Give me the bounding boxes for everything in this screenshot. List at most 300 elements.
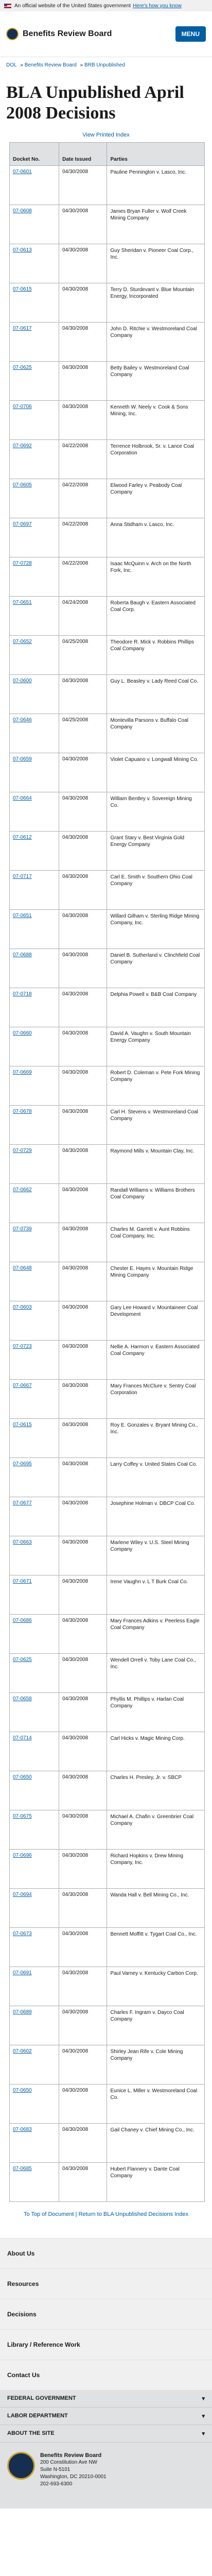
table-row [10,1184,205,1223]
table-row [10,166,205,205]
table-row [10,2006,205,2045]
docket-cell [10,1458,59,1497]
date-cell: 04/30/2008 [59,871,107,910]
parties-cell: Betty Bailey v. Westmoreland Coal Company [107,362,205,401]
footer-accordions [0,2390,212,2443]
docket-link[interactable]: 07-0697 [13,521,32,527]
docket-link[interactable]: 07-0603 [13,1304,32,1310]
docket-cell [10,1771,59,1810]
docket-cell [10,1066,59,1106]
accordion-labor[interactable] [0,2408,212,2425]
docket-cell [10,557,59,597]
parties-cell: Gary Lee Howard v. Mountaineer Coal Development [107,1301,205,1341]
date-cell: 04/30/2008 [59,166,107,205]
docket-link[interactable]: 07-0658 [13,1696,32,1702]
table-row [10,1928,205,1967]
table-row [10,1497,205,1536]
parties-cell: Shirley Jean Rife v. Cole Mining Company [107,2045,205,2084]
parties-cell: James Bryan Fuller v. Wolf Creek Mining Company [107,205,205,244]
date-cell: 04/30/2008 [59,323,107,362]
parties-cell: Terry D. Sturdevant v. Blue Mountain Energy, Incorporated [107,283,205,323]
docket-link[interactable]: 07-0605 [13,482,32,488]
gov-banner [0,0,212,11]
table-row [10,1301,205,1341]
parties-cell: Gail Chaney v. Chief Mining Co., Inc. [107,2124,205,2163]
parties-cell: Roberta Baugh v. Eastern Associated Coal Corp. [107,597,205,636]
table-row [10,323,205,362]
parties-cell: Michael A. Chafin v. Greenbrier Coal Company [107,1810,205,1850]
table-row [10,1732,205,1771]
table-row [10,1615,205,1654]
date-cell: 04/24/2008 [59,597,107,636]
parties-cell: Randall Williams v. Williams Brothers Coal Company [107,1184,205,1223]
docket-link[interactable]: 07-0651 [13,913,32,919]
docket-link[interactable]: 07-0646 [13,717,32,723]
docket-cell [10,1810,59,1850]
footer-nav-resources[interactable]: Resources [0,2268,212,2299]
breadcrumb-unpublished[interactable]: BRB Unpublished [84,62,125,68]
docket-cell [10,1262,59,1301]
bottom-link [21,2211,191,2217]
date-cell: 04/30/2008 [59,2006,107,2045]
docket-cell [10,871,59,910]
docket-cell [10,1027,59,1066]
table-row [10,362,205,401]
breadcrumb: DOL » Benefits Review Board » BRB Unpublished [6,62,125,68]
table-row [10,871,205,910]
date-cell: 04/30/2008 [59,1458,107,1497]
header-docket: Docket No. [10,143,59,166]
table-row [10,2124,205,2163]
date-cell: 04/30/2008 [59,1301,107,1341]
date-cell: 04/30/2008 [59,244,107,283]
table-row [10,1889,205,1928]
docket-cell [10,283,59,323]
table-row [10,636,205,675]
docket-cell [10,401,59,440]
dol-seal-icon [7,2452,35,2480]
parties-cell: Guy L. Beasley v. Lady Reed Coal Co. [107,675,205,714]
date-cell: 04/30/2008 [59,1184,107,1223]
docket-link[interactable]: 07-0650 [13,2088,32,2093]
docket-cell [10,1615,59,1654]
docket-link[interactable]: 07-0617 [13,326,32,331]
docket-cell [10,832,59,871]
contact-phone[interactable]: 202-693-6300 [40,2481,73,2487]
table-row [10,1341,205,1380]
docket-link[interactable]: 07-0685 [13,2166,32,2172]
docket-link[interactable]: 07-0717 [13,874,32,879]
date-cell: 04/22/2008 [59,440,107,479]
table-row [10,2163,205,2202]
parties-cell: Carl Hicks v. Magic Mining Corp. [107,1732,205,1771]
date-cell: 04/30/2008 [59,1262,107,1301]
chevron-down-icon: ▾ [202,2396,205,2402]
date-cell: 04/30/2008 [59,1575,107,1615]
docket-cell [10,1301,59,1341]
docket-link[interactable]: 07-0615 [13,1422,32,1428]
contact-line: 200 Constitution Ave NW [40,2460,97,2465]
date-cell: 04/30/2008 [59,1341,107,1380]
us-flag-icon [4,4,11,8]
table-row [10,792,205,832]
parties-cell: Montevilla Parsons v. Buffalo Coal Company [107,714,205,753]
accordion-federal-label: FEDERAL GOVERNMENT [7,2395,76,2401]
table-row [10,401,205,440]
docket-link[interactable]: 07-0718 [13,991,32,997]
table-row [10,518,205,557]
date-cell: 04/30/2008 [59,283,107,323]
docket-link[interactable]: 07-0689 [13,2009,32,2015]
docket-link[interactable]: 07-0664 [13,795,32,801]
docket-cell [10,949,59,988]
table-row [10,910,205,949]
docket-cell [10,1889,59,1928]
docket-link[interactable]: 07-0691 [13,1970,32,1976]
docket-link[interactable]: 07-0662 [13,1187,32,1193]
docket-link[interactable]: 07-0625 [13,365,32,370]
table-row [10,753,205,792]
chevron-down-icon: ▾ [202,2431,205,2437]
docket-link[interactable]: 07-0600 [13,678,32,684]
docket-cell [10,1575,59,1615]
docket-link[interactable]: 07-0651 [13,600,32,605]
docket-link[interactable]: 07-0729 [13,1148,32,1154]
date-cell: 04/22/2008 [59,557,107,597]
accordion-labor-label: LABOR DEPARTMENT [7,2413,68,2419]
docket-link[interactable]: 07-0650 [13,1774,32,1780]
accordion-federal[interactable] [0,2390,212,2408]
parties-cell: Paul Varney v. Kentucky Carbon Corp. [107,1967,205,2006]
parties-cell: Elwood Farley v. Peabody Coal Company [107,479,205,518]
docket-cell [10,1223,59,1262]
docket-link[interactable]: 07-0613 [13,247,32,253]
docket-link[interactable]: 07-0615 [13,286,32,292]
date-cell: 04/30/2008 [59,1889,107,1928]
table-row [10,1536,205,1575]
docket-cell [10,2006,59,2045]
docket-link[interactable]: 07-0714 [13,1735,32,1741]
parties-cell: Pauline Pennington v. Lasco, Inc. [107,166,205,205]
docket-cell [10,440,59,479]
parties-cell: Anna Stidham v. Lasco, Inc. [107,518,205,557]
parties-cell: Kenneth W. Neely v. Cook & Sons Mining, Inc. [107,401,205,440]
docket-link[interactable]: 07-0688 [13,952,32,958]
table-row [10,205,205,244]
table-header-row [10,143,205,166]
docket-cell [10,1145,59,1184]
parties-cell: Terrence Holbrook, Sr. v. Lance Coal Corporation [107,440,205,479]
docket-cell [10,1693,59,1732]
docket-cell [10,205,59,244]
parties-cell: Charles H. Presley, Jr. v. SBCP [107,1771,205,1810]
docket-link[interactable]: 07-0686 [13,1618,32,1623]
docket-cell [10,753,59,792]
docket-cell [10,1380,59,1419]
parties-cell: Hubert Flannery v. Dante Coal Company [107,2163,205,2202]
docket-link[interactable]: 07-0728 [13,561,32,566]
gov-banner-text: An official website of the United States government [14,3,131,9]
docket-link[interactable]: 07-0692 [13,443,32,449]
date-cell: 04/30/2008 [59,2084,107,2124]
parties-cell: Larry Coffey v. United States Coal Co. [107,1458,205,1497]
table-row [10,283,205,323]
date-cell: 04/25/2008 [59,714,107,753]
docket-link[interactable]: 07-0696 [13,1853,32,1858]
docket-cell [10,1654,59,1693]
table-row [10,1693,205,1732]
date-cell: 04/30/2008 [59,1066,107,1106]
docket-link[interactable]: 07-0659 [13,756,32,762]
table-row [10,949,205,988]
table-row [10,440,205,479]
table-row [10,1223,205,1262]
docket-cell [10,1928,59,1967]
docket-cell [10,2163,59,2202]
table-row [10,832,205,871]
site-header [0,11,212,57]
parties-cell: Phyllis M. Phillips v. Harlan Coal Company [107,1693,205,1732]
breadcrumb-dol[interactable]: DOL [6,62,17,68]
date-cell: 04/30/2008 [59,1027,107,1066]
docket-cell [10,323,59,362]
docket-link[interactable]: 07-0675 [13,1814,32,1819]
table-row [10,1066,205,1106]
accordion-about[interactable] [0,2425,212,2443]
docket-link[interactable]: 07-0673 [13,1931,32,1937]
docket-cell [10,1341,59,1380]
table-row [10,1106,205,1145]
parties-cell: Charles F. Ingram v. Dayco Coal Company [107,2006,205,2045]
table-row [10,1771,205,1810]
parties-cell: Grant Stary v. Best Virginia Gold Energy Company [107,832,205,871]
docket-link[interactable]: 07-0669 [13,1070,32,1075]
docket-link[interactable]: 07-0602 [13,2048,32,2054]
date-cell: 04/30/2008 [59,1106,107,1145]
docket-cell [10,244,59,283]
table-row [10,1380,205,1419]
date-cell: 04/30/2008 [59,988,107,1027]
date-cell: 04/30/2008 [59,1497,107,1536]
docket-cell [10,1536,59,1575]
date-cell: 04/30/2008 [59,205,107,244]
date-cell: 04/22/2008 [59,518,107,557]
parties-cell: Mary Frances McClure v. Sentry Coal Corporation [107,1380,205,1419]
docket-cell [10,479,59,518]
contact-info [40,2452,107,2488]
parties-cell: Violet Capuano v. Longwall Mining Co. [107,753,205,792]
table-row [10,1458,205,1497]
docket-link[interactable]: 07-0706 [13,404,32,410]
docket-link[interactable]: 07-0671 [13,1579,32,1584]
docket-link[interactable]: 07-0652 [13,639,32,645]
footer-nav [0,2238,212,2390]
table-row [10,988,205,1027]
parties-cell: Roy E. Gonzales v. Bryant Mining Co., Inc. [107,1419,205,1458]
view-printed-index [0,132,212,138]
docket-link[interactable]: 07-0694 [13,1892,32,1897]
header-parties: Parties [107,143,205,166]
menu-button[interactable]: MENU [175,26,206,42]
docket-cell [10,792,59,832]
date-cell: 04/30/2008 [59,1380,107,1419]
parties-cell: Richard Hopkins v. Drew Mining Company, Inc. [107,1850,205,1889]
docket-cell [10,166,59,205]
table-row [10,675,205,714]
parties-cell: William Bentley v. Sovereign Mining Co. [107,792,205,832]
footer-contact [0,2443,212,2509]
date-cell: 04/30/2008 [59,1771,107,1810]
docket-cell [10,518,59,557]
docket-link[interactable]: 07-0678 [13,1109,32,1114]
parties-cell: Chester E. Hayes v. Mountain Ridge Mining Company [107,1262,205,1301]
parties-cell: Delphia Powell v. B&B Coal Company [107,988,205,1027]
docket-cell [10,362,59,401]
table-row [10,1027,205,1066]
footer-nav-library[interactable]: Library / Reference Work [0,2329,212,2360]
parties-cell: Isaac McQuinn v. Arch on the North Fork, Inc. [107,557,205,597]
dol-seal-icon [6,28,19,40]
parties-cell: David A. Vaughn v. South Mountain Energy Company [107,1027,205,1066]
table-row [10,1419,205,1458]
parties-cell: Guy Sheridan v. Pioneer Coal Corp., Inc. [107,244,205,283]
date-cell: 04/30/2008 [59,2163,107,2202]
docket-link[interactable]: 07-0667 [13,1383,32,1388]
table-row [10,1654,205,1693]
date-cell: 04/30/2008 [59,1810,107,1850]
docket-link[interactable]: 07-0601 [13,169,32,175]
contact-org: Benefits Review Board [40,2452,102,2459]
contact-line: Suite N-5101 [40,2467,70,2472]
docket-cell [10,2124,59,2163]
docket-link[interactable]: 07-0677 [13,1500,32,1506]
docket-cell [10,636,59,675]
docket-cell [10,1732,59,1771]
date-cell: 04/30/2008 [59,1850,107,1889]
table-row [10,479,205,518]
docket-cell [10,988,59,1027]
parties-cell: Carl H. Stevens v. Westmoreland Coal Company [107,1106,205,1145]
docket-cell [10,2084,59,2124]
parties-cell: Bennett Moffitt v. Tygart Coal Co., Inc. [107,1928,205,1967]
docket-link[interactable]: 07-0612 [13,835,32,840]
logo[interactable] [6,28,112,40]
docket-cell [10,1967,59,2006]
view-printed-index-link[interactable]: View Printed Index [82,132,130,138]
page-title: BLA Unpublished April 2008 Decisions [6,83,184,123]
parties-cell: Robert D. Coleman v. Pete Fork Mining Company [107,1066,205,1106]
table-row [10,1967,205,2006]
docket-link[interactable]: 07-0625 [13,1657,32,1663]
docket-cell [10,1419,59,1458]
docket-link[interactable]: 07-0663 [13,1539,32,1545]
table-row [10,1810,205,1850]
docket-cell [10,675,59,714]
footer-nav-about[interactable]: About Us [0,2238,212,2268]
parties-cell: Wendell Orrell v. Toby Lane Coal Co., Inc. [107,1654,205,1693]
date-cell: 04/30/2008 [59,910,107,949]
parties-cell: Carl E. Smith v. Southern Ohio Coal Company [107,871,205,910]
parties-cell: Nellie A. Harmon v. Eastern Associated Coal Company [107,1341,205,1380]
accordion-about-label: ABOUT THE SITE [7,2430,55,2436]
how-you-know-link[interactable]: Here's how you know [133,3,182,9]
parties-cell: Wanda Hall v. Bell Mining Co., Inc. [107,1889,205,1928]
date-cell: 04/30/2008 [59,1145,107,1184]
date-cell: 04/30/2008 [59,1693,107,1732]
parties-cell: Willard Gilham v. Sterling Ridge Mining Company, Inc. [107,910,205,949]
date-cell: 04/22/2008 [59,479,107,518]
date-cell: 04/30/2008 [59,832,107,871]
header-date: Date Issued [59,143,107,166]
table-row [10,2045,205,2084]
chevron-down-icon: ▾ [202,2413,205,2419]
date-cell: 04/25/2008 [59,636,107,675]
date-cell: 04/30/2008 [59,753,107,792]
footer-nav-decisions[interactable]: Decisions [0,2299,212,2329]
logo-text: Benefits Review Board [23,29,112,38]
date-cell: 04/30/2008 [59,2045,107,2084]
docket-link[interactable]: 07-0683 [13,2127,32,2132]
parties-cell: Charles M. Garrett v. Aunt Robbins Coal Company, Inc. [107,1223,205,1262]
docket-cell [10,597,59,636]
docket-cell [10,1850,59,1889]
docket-link[interactable]: 07-0695 [13,1461,32,1467]
docket-link[interactable]: 07-0608 [13,208,32,214]
docket-link[interactable]: 07-0648 [13,1265,32,1271]
table-row [10,1575,205,1615]
top-return-link[interactable]: To Top of Document | Return to BLA Unpublished Decisions Index [23,2211,188,2217]
date-cell: 04/30/2008 [59,362,107,401]
parties-cell: Marlene Wiley v. U.S. Steel Mining Company [107,1536,205,1575]
date-cell: 04/30/2008 [59,1732,107,1771]
table-row [10,1850,205,1889]
parties-cell: Mary Frances Adkins v. Peerless Eagle Coal Company [107,1615,205,1654]
decisions-table [9,142,205,2202]
parties-cell: Raymond Mills v. Mountain Clay, Inc. [107,1145,205,1184]
table-row [10,557,205,597]
parties-cell: Theodore R. Mick v. Robbins Phillips Coal Company [107,636,205,675]
parties-cell: Irene Vaughn v. L T Burk Coal Co. [107,1575,205,1615]
table-row [10,2084,205,2124]
date-cell: 04/30/2008 [59,401,107,440]
parties-cell: Josephine Holman v. DBCP Coal Co. [107,1497,205,1536]
table-row [10,244,205,283]
docket-cell [10,1497,59,1536]
docket-link[interactable]: 07-0723 [13,1344,32,1349]
date-cell: 04/30/2008 [59,675,107,714]
table-row [10,714,205,753]
docket-cell [10,2045,59,2084]
table-row [10,1262,205,1301]
date-cell: 04/30/2008 [59,2124,107,2163]
contact-line: Washington, DC 20210-0001 [40,2474,107,2480]
date-cell: 04/30/2008 [59,1654,107,1693]
docket-link[interactable]: 07-0660 [13,1030,32,1036]
date-cell: 04/30/2008 [59,1223,107,1262]
docket-cell [10,714,59,753]
date-cell: 04/30/2008 [59,1928,107,1967]
date-cell: 04/30/2008 [59,1615,107,1654]
parties-cell: Daniel B. Sutherland v. Clinchfield Coal Company [107,949,205,988]
docket-cell [10,1106,59,1145]
date-cell: 04/30/2008 [59,1536,107,1575]
breadcrumb-brb[interactable]: Benefits Review Board [24,62,77,68]
date-cell: 04/30/2008 [59,792,107,832]
docket-link[interactable]: 07-0739 [13,1226,32,1232]
date-cell: 04/30/2008 [59,1967,107,2006]
docket-cell [10,910,59,949]
footer-nav-contact[interactable]: Contact Us [0,2360,212,2390]
